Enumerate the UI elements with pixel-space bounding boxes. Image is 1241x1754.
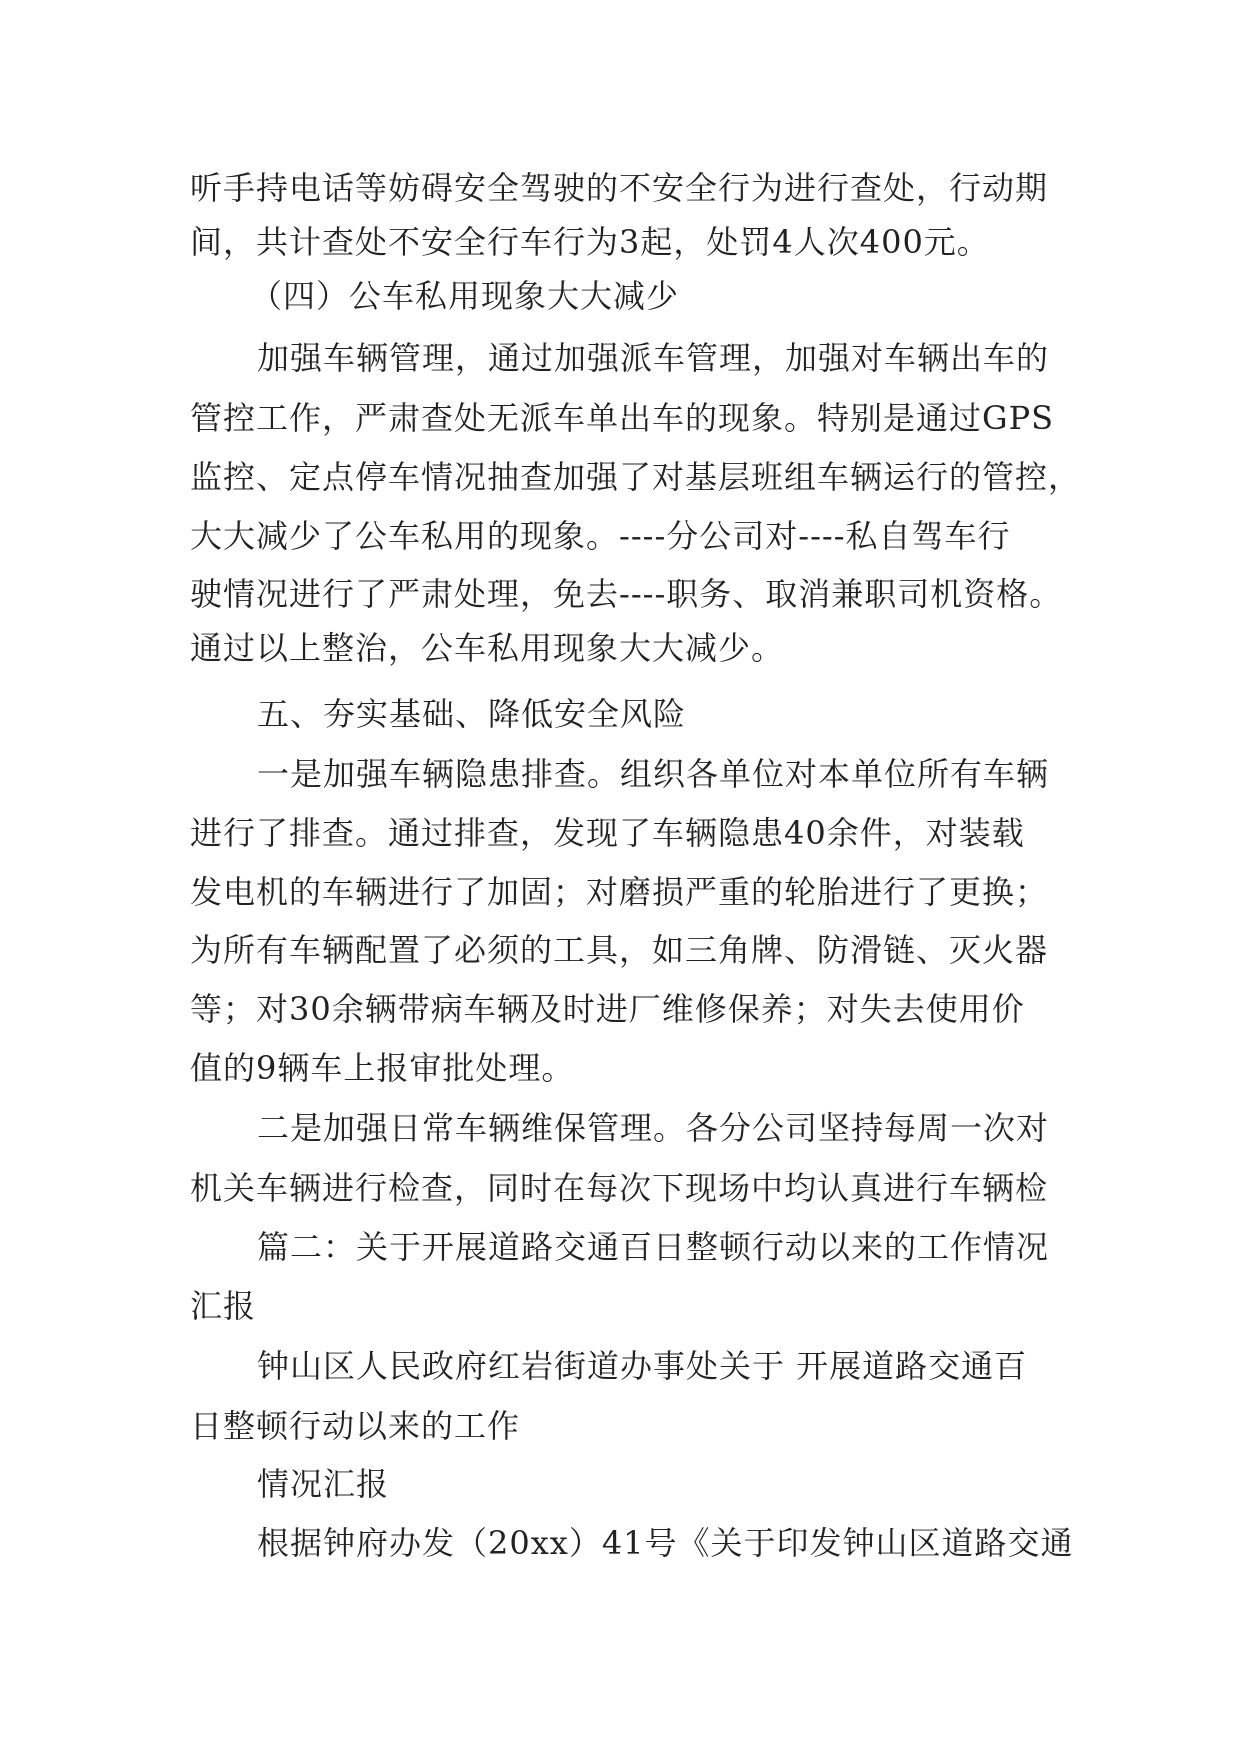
text-line: 根据钟府办发（20xx）41号《关于印发钟山区道路交通 [257, 1524, 1074, 1562]
text-line: 值的9辆车上报审批处理。 [190, 1049, 575, 1087]
text-line: 机关车辆进行检查，同时在每次下现场中均认真进行车辆检 [190, 1169, 1049, 1207]
article-title: 汇报 [190, 1287, 257, 1325]
text-line: 发电机的车辆进行了加固；对磨损严重的轮胎进行了更换； [190, 873, 1049, 911]
section-heading: 五、夯实基础、降低安全风险 [257, 695, 687, 733]
text-line: 进行了排查。通过排查，发现了车辆隐患40余件，对装载 [190, 814, 1025, 852]
text-line: 大大减少了公车私用的现象。----分公司对----私自驾车行 [190, 517, 1011, 555]
text-line: 钟山区人民政府红岩街道办事处关于 开展道路交通百 [257, 1347, 1028, 1385]
text-line: 日整顿行动以来的工作 [190, 1407, 521, 1445]
text-line: 为所有车辆配置了必须的工具，如三角牌、防滑链、灭火器 [190, 931, 1049, 969]
text-line: 管控工作，严肃查处无派车单出车的现象。特别是通过GPS [190, 399, 1055, 437]
text-line: 驶情况进行了严肃处理，免去----职务、取消兼职司机资格。 [190, 575, 1063, 613]
text-line: 等；对30余辆带病车辆及时进厂维修保养；对失去使用价 [190, 990, 1025, 1028]
text-line: 听手持电话等妨碍安全驾驶的不安全行为进行查处，行动期 [190, 169, 1049, 207]
article-title: 篇二：关于开展道路交通百日整顿行动以来的工作情况 [257, 1228, 1050, 1266]
text-line: 一是加强车辆隐患排查。组织各单位对本单位所有车辆 [257, 755, 1050, 793]
text-line: 通过以上整治，公车私用现象大大减少。 [190, 629, 785, 667]
text-line: 间，共计查处不安全行车行为3起，处罚4人次400元。 [190, 223, 990, 261]
section-heading: （四）公车私用现象大大减少 [250, 277, 680, 315]
text-line: 监控、定点停车情况抽查加强了对基层班组车辆运行的管控， [190, 458, 1082, 496]
text-line: 二是加强日常车辆维保管理。各分公司坚持每周一次对 [257, 1109, 1050, 1147]
text-line: 加强车辆管理，通过加强派车管理，加强对车辆出车的 [257, 339, 1050, 377]
text-line: 情况汇报 [257, 1465, 390, 1503]
